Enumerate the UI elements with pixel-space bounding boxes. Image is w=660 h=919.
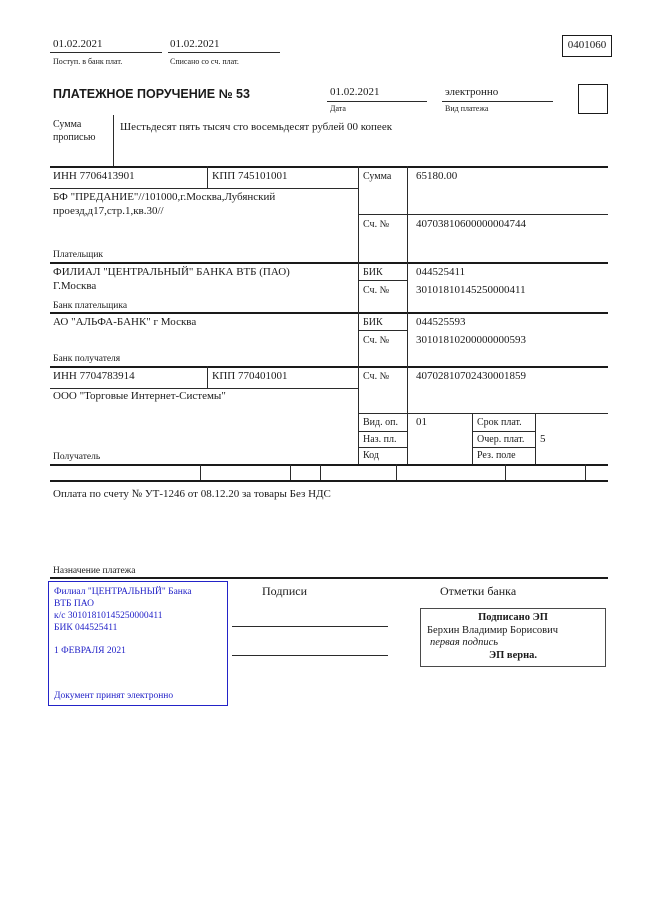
table-line	[472, 447, 535, 448]
stamp-footer: Документ принят электронно	[54, 691, 174, 701]
debited-date-underline	[168, 52, 280, 53]
stamp-spacer	[54, 657, 227, 690]
payer-account-label: Сч. №	[363, 219, 390, 230]
beneficiary-bank-bik-value: 044525593	[416, 316, 466, 328]
payment-purpose-label: Назначение платежа	[53, 566, 136, 576]
beneficiary-name: ООО "Торговые Интернет-Системы"	[53, 390, 226, 402]
table-line	[358, 166, 359, 464]
document-date-underline	[327, 101, 427, 102]
table-line	[407, 166, 408, 464]
esignature-type: первая подпись	[430, 637, 499, 648]
payer-bank-label: Банк плательщика	[53, 301, 128, 311]
code-label: Код	[363, 450, 379, 461]
document-title: ПЛАТЕЖНОЕ ПОРУЧЕНИЕ № 53	[53, 87, 250, 101]
table-line	[585, 464, 586, 480]
payer-account-value: 40703810600000004744	[416, 218, 526, 230]
payer-bank-account-value: 30101810145250000411	[416, 284, 526, 296]
table-line	[200, 464, 201, 480]
received-in-bank-label: Поступ. в банк плат.	[53, 57, 123, 66]
payer-inn: ИНН 7706413901	[53, 170, 135, 182]
beneficiary-account-label: Сч. №	[363, 371, 390, 382]
amount-words-divider	[113, 115, 114, 166]
amount-words-label-line1: Сумма	[53, 119, 82, 130]
table-line	[50, 388, 358, 389]
table-line	[535, 413, 536, 464]
pay-purpose-label: Наз. пл.	[363, 434, 397, 445]
term-label: Срок плат.	[477, 417, 522, 428]
table-line	[50, 366, 608, 368]
table-line	[50, 262, 608, 264]
table-line	[396, 464, 397, 480]
beneficiary-account-value: 40702810702430001859	[416, 370, 526, 382]
signatures-title: Подписи	[262, 584, 308, 598]
payer-bank-bik-label: БИК	[363, 267, 383, 278]
order-label: Очер. плат.	[477, 434, 525, 445]
stamp-corr-account: к/с 30101810145250000411	[54, 611, 163, 621]
esignature-name: Берхин Владимир Борисович	[427, 624, 558, 636]
amount-in-words: Шестьдесят пять тысяч сто восемьдесят рублей 00 копеек	[120, 121, 393, 133]
beneficiary-bank-label: Банк получателя	[53, 354, 121, 364]
payment-kind-underline	[442, 101, 553, 102]
document-date-label: Дата	[330, 104, 346, 113]
table-line	[50, 312, 608, 314]
debited-label: Списано со сч. плат.	[170, 57, 239, 66]
document-date: 01.02.2021	[330, 86, 380, 98]
table-line	[50, 188, 358, 189]
payer-bank-account-label: Сч. №	[363, 285, 390, 296]
form-code-box: 0401060	[562, 35, 612, 57]
signature-line	[232, 626, 388, 627]
order-value: 5	[540, 433, 546, 445]
beneficiary-bank-bik-label: БИК	[363, 317, 383, 328]
sum-value: 65180.00	[416, 170, 458, 182]
table-line	[290, 464, 291, 480]
table-line	[50, 166, 608, 168]
stamp-bank-name-line1: Филиал "ЦЕНТРАЛЬНЫЙ" Банка	[54, 587, 192, 597]
payment-purpose-text: Оплата по счету № УТ-1246 от 08.12.20 за товары Без НДС	[53, 488, 331, 500]
table-line	[207, 166, 208, 188]
payer-name-line1: БФ "ПРЕДАНИЕ"//101000,г.Москва,Лубянский	[53, 191, 276, 203]
payer-bank-name-line1: ФИЛИАЛ "ЦЕНТРАЛЬНЫЙ" БАНКА ВТБ (ПАО)	[53, 266, 290, 278]
bank-marks-title: Отметки банка	[440, 584, 517, 598]
beneficiary-bank-name: АО "АЛЬФА-БАНК" г Москва	[53, 316, 197, 328]
debited-date: 01.02.2021	[170, 38, 220, 50]
table-line	[358, 447, 407, 448]
table-line	[505, 464, 506, 480]
table-line	[320, 464, 321, 480]
table-line	[358, 280, 407, 281]
op-type-value: 01	[416, 416, 427, 428]
table-line	[50, 577, 608, 579]
beneficiary-inn: ИНН 7704783914	[53, 370, 135, 382]
stamp-spacer	[54, 634, 227, 645]
table-line	[472, 413, 473, 464]
beneficiary-kpp: КПП 770401001	[212, 370, 288, 382]
table-line	[358, 413, 608, 414]
payer-kpp: КПП 745101001	[212, 170, 288, 182]
payer-bank-bik-value: 044525411	[416, 266, 466, 278]
payer-label: Плательщик	[53, 250, 104, 260]
op-type-label: Вид. оп.	[363, 417, 398, 428]
received-date-underline	[50, 52, 162, 53]
esignature-title: Подписано ЭП	[478, 612, 548, 623]
stamp-date: 1 ФЕВРАЛЯ 2021	[54, 646, 126, 656]
esignature-box	[420, 608, 606, 667]
received-in-bank-date: 01.02.2021	[53, 38, 103, 50]
beneficiary-label: Получатель	[53, 452, 101, 462]
table-line	[358, 214, 608, 215]
table-line	[50, 480, 608, 482]
beneficiary-bank-account-label: Сч. №	[363, 335, 390, 346]
table-line	[207, 366, 208, 388]
esignature-verified: ЭП верна.	[488, 649, 537, 661]
payment-kind: электронно	[445, 86, 499, 98]
status-checkbox	[578, 84, 608, 114]
reserve-label: Рез. поле	[477, 450, 516, 461]
stamp-bik: БИК 044525411	[54, 623, 118, 633]
amount-words-label-line2: прописью	[53, 132, 96, 143]
payment-kind-label: Вид платежа	[445, 104, 489, 113]
payer-bank-name-line2: Г.Москва	[53, 280, 97, 292]
sum-label: Сумма	[363, 171, 392, 182]
table-line	[358, 330, 407, 331]
beneficiary-bank-account-value: 30101810200000000593	[416, 334, 526, 346]
table-line	[358, 431, 407, 432]
stamp-bank-name-line2: ВТБ ПАО	[54, 599, 94, 609]
bank-acceptance-stamp	[48, 581, 228, 706]
table-line	[472, 431, 535, 432]
signature-line	[232, 655, 388, 656]
payer-name-line2: проезд,д17,стр.1,кв.30//	[53, 205, 164, 217]
table-line	[50, 464, 608, 466]
